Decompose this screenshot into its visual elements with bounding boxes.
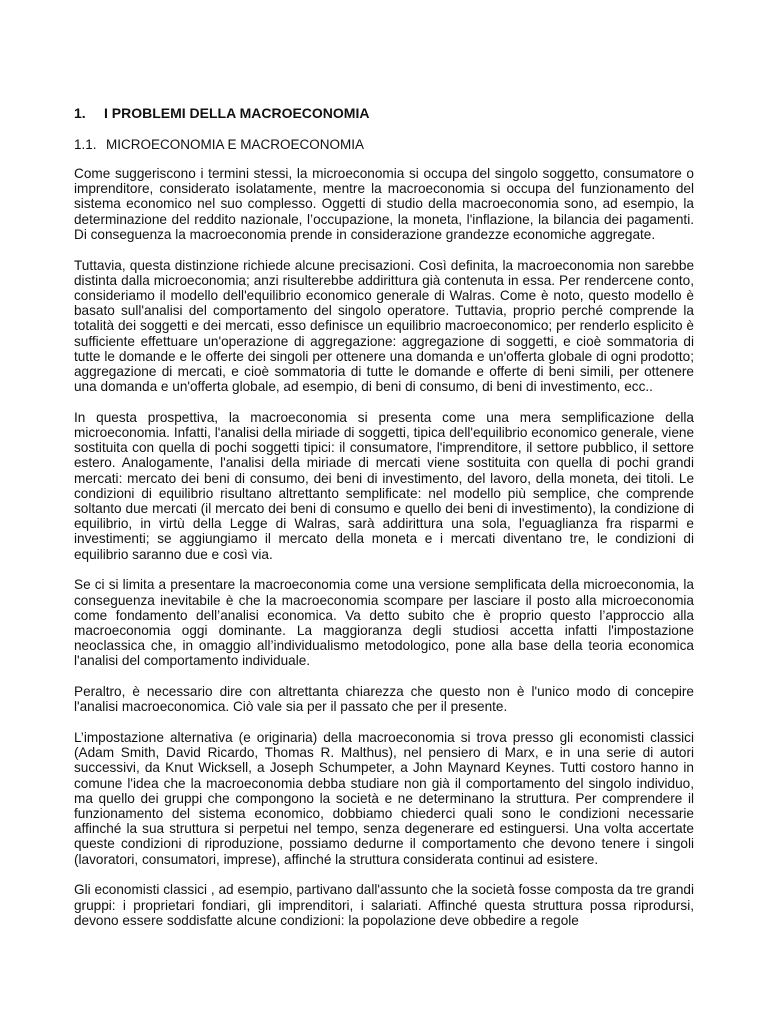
section-title: MICROECONOMIA E MACROECONOMIA — [106, 137, 365, 152]
chapter-heading — [74, 104, 694, 122]
paragraph: L’impostazione alternativa (e originaria) della macroeconomia si trova presso gli economisti classici (Adam Smith, David Ricardo, Thomas R. Malthus), nel pensiero di Marx, e in una serie di autori successivi, da Knut Wicksell, a Joseph Schumpeter, a John Maynard Keynes. Tutti costoro hanno in comune l'idea che la macroeconomia debba studiare non già il comportamento del singolo individuo, ma quello dei gruppi che compongono la società e ne determinano la struttura. Per comprendere il funzionamento del sistema economico, dobbiamo chiederci quali sono le condizioni necessarie affinché la sua struttura si perpetui nel tempo, senza degenerare ed estinguersi. Una volta accertate queste condizioni di riproduzione, possiamo dedurne il comportamento che devono tenere i singoli (lavoratori, consumatori, imprese), affinché la struttura considerata continui ad esistere. — [74, 730, 694, 867]
document-page — [74, 104, 694, 928]
section-heading — [74, 136, 694, 153]
chapter-number: 1. — [74, 105, 86, 121]
chapter-title: I PROBLEMI DELLA MACROECONOMIA — [104, 105, 370, 121]
paragraph: Come suggeriscono i termini stessi, la microeconomia si occupa del singolo soggetto, consumatore o imprenditore, considerato isolatamente, mentre la macroeconomia si occupa del funzionamento del sistema economico nel suo complesso. Oggetti di studio della macroeconomia sono, ad esempio, la determinazione del reddito nazionale, l’occupazione, la moneta, l'inflazione, la bilancia dei pagamenti. Di conseguenza la macroeconomia prende in considerazione grandezze economiche aggregate. — [74, 166, 694, 242]
paragraph: Peraltro, è necessario dire con altrettanta chiarezza che questo non è l'unico modo di concepire l'analisi macroeconomica. Ciò vale sia per il passato che per il presente. — [74, 684, 694, 715]
paragraph: Gli economisti classici , ad esempio, partivano dall'assunto che la società fosse composta da tre grandi gruppi: i proprietari fondiari, gli imprenditori, i salariati. Affinché questa struttura possa riprodursi, devono essere soddisfatte alcune condizioni: la popolazione deve obbedire a regole — [74, 882, 694, 928]
paragraph: Se ci si limita a presentare la macroeconomia come una versione semplificata della microeconomia, la conseguenza inevitabile è che la macroeconomia scompare per lasciare il posto alla microeconomia come fondamento dell’analisi economica. Va detto subito che è proprio questo l’approccio alla macroeconomia oggi dominante. La maggioranza degli studiosi accetta infatti l'impostazione neoclassica che, in omaggio all’individualismo metodologico, pone alla base della teoria economica l'analisi del comportamento individuale. — [74, 577, 694, 669]
paragraph: Tuttavia, questa distinzione richiede alcune precisazioni. Così definita, la macroeconomia non sarebbe distinta dalla microeconomia; anzi risulterebbe addirittura già contenuta in essa. Per rendercene conto, consideriamo il modello dell'equilibrio economico generale di Walras. Come è noto, questo modello è basato sull'analisi del comportamento del singolo operatore. Tuttavia, proprio perché comprende la totalità dei soggetti e dei mercati, esso definisce un equilibrio macroeconomico; per renderlo esplicito è sufficiente effettuare un'operazione di aggregazione: aggregazione di soggetti, e cioè sommatoria di tutte le domande e le offerte dei singoli per ottenere una domanda e un'offerta globale di ogni prodotto; aggregazione di mercati, e cioè sommatoria di tutte le domande e offerte di beni simili, per ottenere una domanda e un'offerta globale, ad esempio, di beni di consumo, di beni di investimento, ecc.. — [74, 257, 694, 395]
section-number: 1.1. — [74, 137, 97, 152]
paragraph: In questa prospettiva, la macroeconomia si presenta come una mera semplificazione della microeconomia. Infatti, l'analisi della miriade di soggetti, tipica dell'equilibrio economico generale, viene sostituita con quella di pochi soggetti tipici: il consumatore, l'imprenditore, il settore pubblico, il settore estero. Analogamente, l'analisi della miriade di mercati viene sostituita con quella di pochi grandi mercati: mercato dei beni di consumo, dei beni di investimento, del lavoro, della moneta, dei titoli. Le condizioni di equilibrio risultano altrettanto semplificate: nel modello più semplice, che comprende soltanto due mercati (il mercato dei beni di consumo e quello dei beni di investimento), la condizione di equilibrio, in virtù della Legge di Walras, sarà addirittura una sola, l'eguaglianza fra risparmi e investimenti; se aggiungiamo il mercato della moneta e i mercati diventano tre, le condizioni di equilibrio saranno due e così via. — [74, 409, 694, 562]
